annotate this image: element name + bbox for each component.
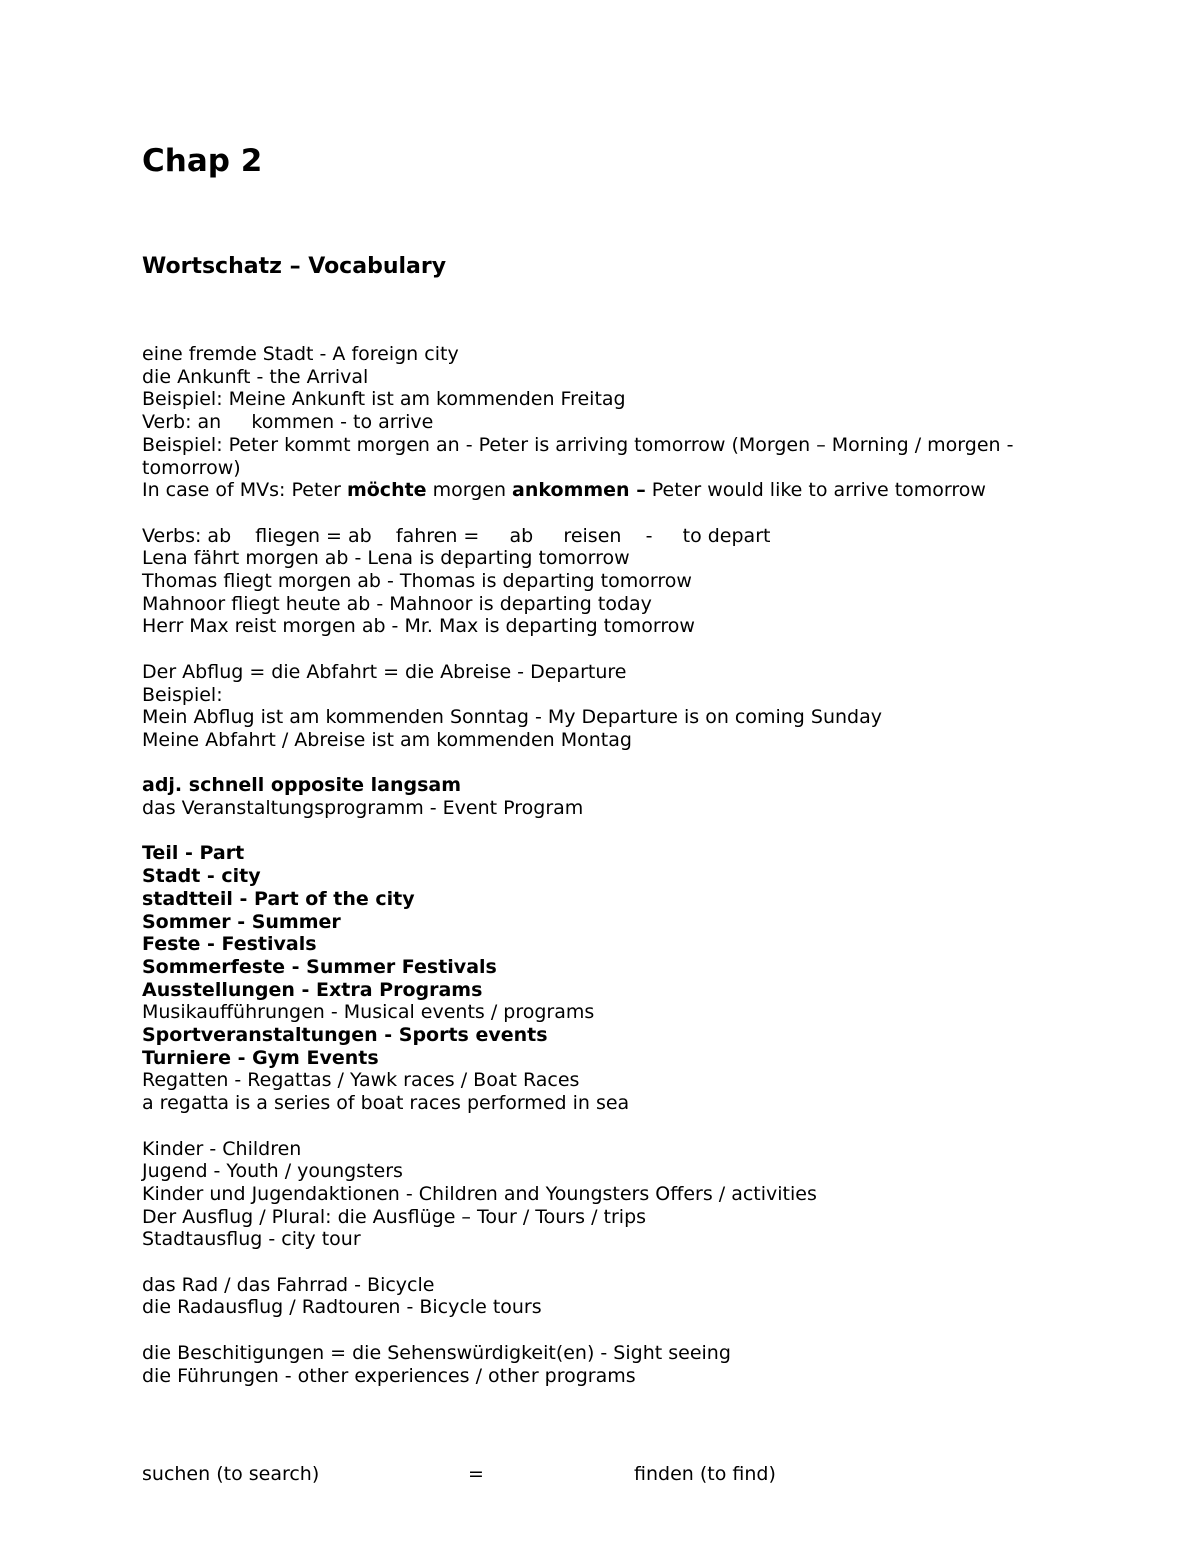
vocab-line: Kinder und Jugendaktionen - Children and Youngsters Offers / activities bbox=[142, 1182, 817, 1205]
spacer bbox=[142, 752, 1102, 775]
vocab-line: die Radausflug / Radtouren - Bicycle tours bbox=[142, 1296, 542, 1319]
find-term: finden (to find) bbox=[634, 1463, 776, 1485]
bold-text-span: ankommen – bbox=[512, 479, 646, 502]
example-line-modal-verbs bbox=[142, 479, 1102, 502]
vocab-line: a regatta is a series of boat races performed in sea bbox=[142, 1092, 630, 1115]
equals-sign: = bbox=[468, 1463, 484, 1485]
vocab-line: die Führungen - other experiences / other programs bbox=[142, 1364, 636, 1387]
spacer bbox=[142, 820, 1102, 843]
vocab-line-bold: Ausstellungen - Extra Programs bbox=[142, 978, 483, 1001]
vocab-line: die Ankunft - the Arrival bbox=[142, 365, 369, 388]
vocab-line-bold: stadtteil - Part of the city bbox=[142, 887, 415, 910]
example-line: Herr Max reist morgen ab - Mr. Max is departing tomorrow bbox=[142, 615, 695, 638]
vocab-line: Musikaufführungen - Musical events / programs bbox=[142, 1001, 595, 1024]
page-title: Chap 2 bbox=[142, 143, 263, 179]
example-line: Thomas fliegt morgen ab - Thomas is departing tomorrow bbox=[142, 570, 692, 593]
vocab-line-bold: Sommer - Summer bbox=[142, 910, 341, 933]
vocab-line: Der Ausflug / Plural: die Ausflüge – Tour / Tours / trips bbox=[142, 1205, 647, 1228]
text-span: Peter would like to arrive tomorrow bbox=[645, 479, 986, 502]
example-line: Meine Abfahrt / Abreise ist am kommenden Montag bbox=[142, 728, 632, 751]
text-span: morgen bbox=[426, 479, 513, 502]
vocab-line: Verbs: ab fliegen = ab fahren = ab reisen - to depart bbox=[142, 524, 771, 547]
text-span: In case of MVs: Peter bbox=[142, 479, 347, 502]
search-term: suchen (to search) bbox=[142, 1463, 320, 1485]
vocab-line: das Rad / das Fahrrad - Bicycle bbox=[142, 1273, 435, 1296]
spacer bbox=[142, 638, 1102, 661]
vocab-line: Stadtausflug - city tour bbox=[142, 1228, 361, 1251]
vocab-line-bold: Teil - Part bbox=[142, 842, 245, 865]
spacer bbox=[142, 1251, 1102, 1274]
vocab-line-bold: Sportveranstaltungen - Sports events bbox=[142, 1024, 548, 1047]
example-label: Beispiel: bbox=[142, 683, 223, 706]
vocab-line-bold: Turniere - Gym Events bbox=[142, 1046, 379, 1069]
bold-text-span: möchte bbox=[346, 479, 427, 502]
vocab-line: Regatten - Regattas / Yawk races / Boat Races bbox=[142, 1069, 580, 1092]
example-line: Mein Abflug ist am kommenden Sonntag - My Departure is on coming Sunday bbox=[142, 706, 882, 729]
vocabulary-list bbox=[142, 343, 1102, 1387]
vocab-line: eine fremde Stadt - A foreign city bbox=[142, 343, 459, 365]
vocab-line: Jugend - Youth / youngsters bbox=[142, 1160, 403, 1183]
vocab-line: die Beschitigungen = die Sehenswürdigkeit(en) - Sight seeing bbox=[142, 1341, 731, 1364]
example-line: Beispiel: Meine Ankunft ist am kommenden Freitag bbox=[142, 388, 626, 411]
spacer bbox=[142, 1319, 1102, 1342]
vocab-line: das Veranstaltungsprogramm - Event Program bbox=[142, 797, 584, 820]
vocab-line: Verb: an kommen - to arrive bbox=[142, 411, 434, 434]
vocab-line-bold: Feste - Festivals bbox=[142, 933, 317, 956]
example-line: Beispiel: Peter kommt morgen an - Peter is arriving tomorrow (Morgen – Morning / morgen - tomorrow) bbox=[142, 433, 1014, 479]
spacer bbox=[142, 502, 1102, 525]
vocab-line-bold: Stadt - city bbox=[142, 865, 261, 888]
vocab-line: Kinder - Children bbox=[142, 1137, 302, 1160]
vocab-line-bold: Sommerfeste - Summer Festivals bbox=[142, 955, 497, 978]
vocab-line-bold: adj. schnell opposite langsam bbox=[142, 774, 462, 797]
search-find-row bbox=[142, 1462, 1102, 1486]
spacer bbox=[142, 1115, 1102, 1138]
section-heading: Wortschatz – Vocabulary bbox=[142, 254, 447, 279]
vocab-line: Der Abflug = die Abfahrt = die Abreise - Departure bbox=[142, 660, 627, 683]
example-line: Lena fährt morgen ab - Lena is departing tomorrow bbox=[142, 547, 630, 570]
example-line: Mahnoor fliegt heute ab - Mahnoor is departing today bbox=[142, 592, 652, 615]
